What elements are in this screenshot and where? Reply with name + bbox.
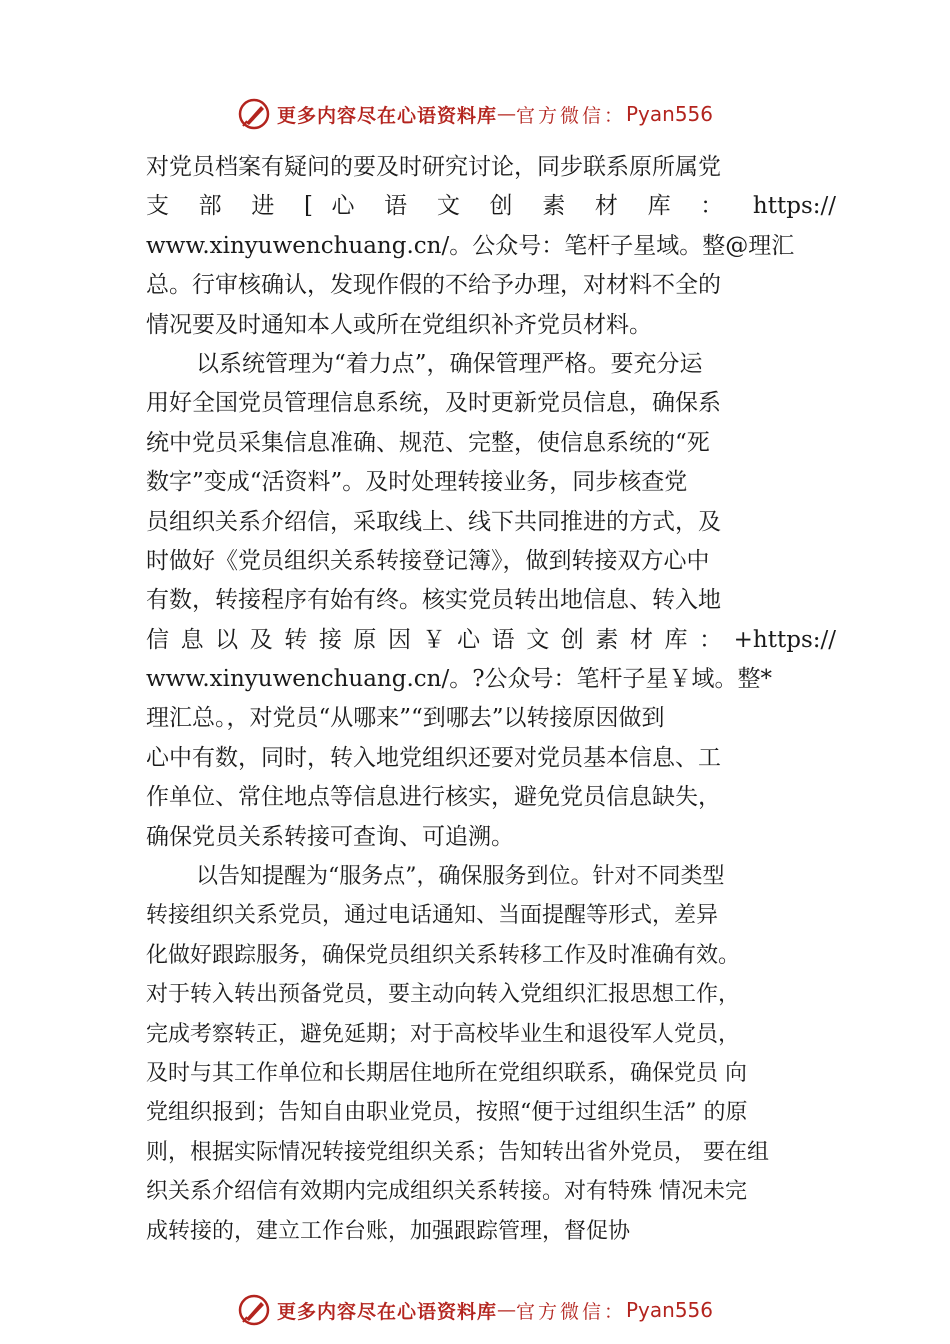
text-line: 作单位、常住地点等信息进行核实，避免党员信息缺失， [146, 784, 721, 811]
quill-logo-icon [237, 97, 271, 131]
quill-logo-icon [237, 1293, 271, 1327]
text-line: 情况要及时通知本人或所在党组织补齐党员材料。 [146, 311, 652, 338]
text-line: 及时与其工作单位和长期居住地所在党组织联系，确保党员 向 [146, 1060, 747, 1086]
text-line: 时做好《党员组织关系转接登记簿》，做到转接双方心中 [146, 547, 710, 574]
text-line: 则，根据实际情况转接党组织关系；告知转出省外党员， 要在组 [146, 1139, 769, 1165]
text-line: 支 部 进 [ 心 语 文 创 素 材 库 ： https:// [146, 193, 836, 220]
text-line: 用好全国党员管理信息系统，及时更新党员信息，确保系 [146, 390, 721, 417]
text-line: 信 息 以 及 转 接 原 因 ￥ 心 语 文 创 素 材 库 ： +https:// [146, 626, 836, 653]
text-line: 统中党员采集信息准确、规范、完整，使信息系统的“死 [146, 429, 710, 456]
text-line: 理汇总。，对党员“从哪来”“到哪去”以转接原因做到 [146, 705, 665, 732]
banner-wechat-label: 官方微信： [515, 104, 626, 127]
banner-title: 更多内容尽在心语资料库 [276, 104, 497, 127]
text-line: 转接组织关系党员，通过电话通知、当面提醒等形式，差异 [146, 903, 719, 929]
text-line: 对党员档案有疑问的要及时研究讨论，同步联系原所属党 [146, 154, 721, 180]
header-banner [0, 94, 950, 134]
text-line: 成转接的，建立工作台账，加强跟踪管理，督促协 [146, 1218, 631, 1244]
paragraph-first-line: 以告知提醒为“服务点”，确保服务到位。针对不同类型 [196, 864, 725, 890]
footer-banner [0, 1290, 950, 1330]
text-line: 对于转入转出预备党员，要主动向转入党组织汇报思想工作， [146, 982, 741, 1008]
banner-wechat-id: Pyan556 [626, 102, 714, 126]
text-line: 党组织报到；告知自由职业党员，按照“便于过组织生活” 的原 [146, 1100, 748, 1126]
text-line: 织关系介绍信有效期内完成组织关系转接。对有特殊 情况未完 [146, 1179, 747, 1205]
document-body [146, 148, 836, 1251]
banner-title: 更多内容尽在心语资料库 [276, 1300, 497, 1323]
text-line: 有数，转接程序有始有终。核实党员转出地信息、转入地 [146, 587, 721, 614]
text-line: 完成考察转正，避免延期；对于高校毕业生和退役军人党员， [146, 1021, 741, 1047]
text-line: 数字”变成“活资料”。及时处理转接业务，同步核查党 [146, 469, 688, 496]
text-line: 化做好跟踪服务，确保党员组织关系转移工作及时准确有效。 [146, 942, 741, 968]
text-line: www.xinyuwenchuang.cn/。?公众号：笔杆子星￥域。整* [146, 666, 773, 693]
paragraph-first-line: 以系统管理为“着力点”，确保管理严格。要充分运 [196, 350, 703, 377]
text-line: 心中有数，同时，转入地党组织还要对党员基本信息、工 [146, 744, 721, 771]
text-line: 确保党员关系转接可查询、可追溯。 [146, 823, 514, 850]
text-line: 员组织关系介绍信，采取线上、线下共同推进的方式，及 [146, 508, 721, 535]
text-line: 总。行审核确认，发现作假的不给予办理，对材料不全的 [146, 272, 721, 299]
banner-dash: — [496, 103, 516, 125]
banner-wechat-label: 官方微信： [515, 1300, 626, 1323]
banner-dash: — [496, 1299, 516, 1321]
text-line: www.xinyuwenchuang.cn/。公众号：笔杆子星域。整@理汇 [146, 232, 795, 259]
banner-wechat-id: Pyan556 [626, 1298, 714, 1322]
